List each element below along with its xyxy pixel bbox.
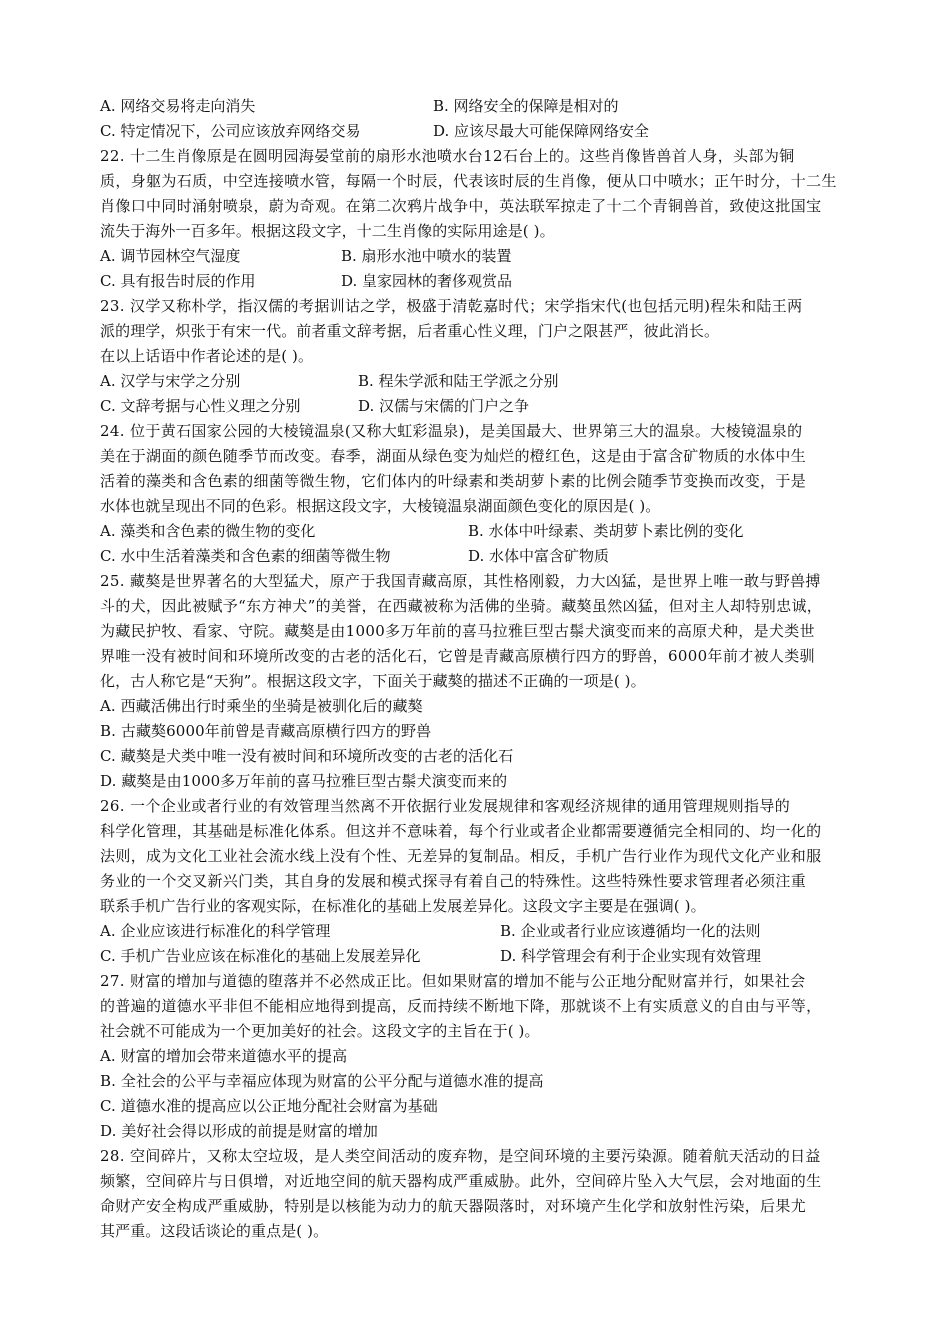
q27-stem-line: 的普遍的道德水平非但不能相应地得到提高，反而持续不断地下降，那就谈不上有实质意义的自由与平等， bbox=[100, 997, 822, 1015]
q24-option-b[interactable]: B. 水体中叶绿素、类胡萝卜素比例的变化 bbox=[468, 522, 744, 540]
q22-stem-line: 22. 十二生肖像原是在圆明园海晏堂前的扇形水池喷水台12石台上的。这些肖像皆兽首人身，头部为铜 bbox=[100, 147, 795, 165]
q23-options-row-2 bbox=[100, 396, 860, 416]
q27-stem-line: 社会就不可能成为一个更加美好的社会。这段文字的主旨在于( )。 bbox=[100, 1022, 540, 1040]
q26-option-d[interactable]: D. 科学管理会有利于企业实现有效管理 bbox=[500, 947, 762, 965]
q24-stem-line: 水体也就呈现出不同的色彩。根据这段文字，大棱镜温泉湖面颜色变化的原因是( )。 bbox=[100, 497, 661, 515]
q23-stem-line: 派的理学，炽张于有宋一代。前者重文辞考据，后者重心性义理，门户之限甚严，彼此消长。 bbox=[100, 322, 720, 340]
q21-option-b[interactable]: B. 网络安全的保障是相对的 bbox=[433, 97, 619, 115]
q24-option-d[interactable]: D. 水体中富含矿物质 bbox=[468, 547, 610, 565]
q25-stem-line: 化，古人称它是“天狗”。根据这段文字，下面关于藏獒的描述不正确的一项是( )。 bbox=[100, 672, 646, 690]
q25-option-a[interactable]: A. 西藏活佛出行时乘坐的坐骑是被驯化后的藏獒 bbox=[100, 697, 423, 715]
q22-option-d[interactable]: D. 皇家园林的奢侈观赏品 bbox=[341, 272, 513, 290]
q26-option-a[interactable]: A. 企业应该进行标准化的科学管理 bbox=[100, 922, 331, 940]
q28-stem-line: 其严重。这段话谈论的重点是( )。 bbox=[100, 1222, 329, 1240]
q27-option-a[interactable]: A. 财富的增加会带来道德水平的提高 bbox=[100, 1047, 348, 1065]
q24-options-row-2 bbox=[100, 546, 860, 566]
q27-option-c[interactable]: C. 道德水准的提高应以公正地分配社会财富为基础 bbox=[100, 1097, 438, 1115]
q23-stem-line: 23. 汉学又称朴学，指汉儒的考据训诂之学，极盛于清乾嘉时代；宋学指宋代(也包括元明)程朱和陆王两 bbox=[100, 297, 803, 315]
q24-stem-line: 美在于湖面的颜色随季节而改变。春季，湖面从绿色变为灿烂的橙红色，这是由于富含矿物质的水体中生 bbox=[100, 447, 807, 465]
q26-option-c[interactable]: C. 手机广告业应该在标准化的基础上发展差异化 bbox=[100, 947, 421, 965]
q28-stem-line: 28. 空间碎片，又称太空垃圾，是人类空间活动的废弃物，是空间环境的主要污染源。随着航天活动的日益 bbox=[100, 1147, 821, 1165]
q27-option-b[interactable]: B. 全社会的公平与幸福应体现为财富的公平分配与道德水准的提高 bbox=[100, 1072, 544, 1090]
q26-stem-line: 26. 一个企业或者行业的有效管理当然离不开依据行业发展规律和客观经济规律的通用管理规则指导的 bbox=[100, 797, 791, 815]
q26-stem-line: 务业的一个交叉新兴门类，其自身的发展和模式探寻有着自己的特殊性。这些特殊性要求管理者必须注重 bbox=[100, 872, 807, 890]
q25-option-b[interactable]: B. 古藏獒6000年前曾是青藏高原横行四方的野兽 bbox=[100, 722, 432, 740]
q25-stem-line: 为藏民护牧、看家、守院。藏獒是由1000多万年前的喜马拉雅巨型古鬃犬演变而来的高原犬种，是犬类世 bbox=[100, 622, 815, 640]
q22-stem-line: 流失于海外一百多年。根据这段文字，十二生肖像的实际用途是( )。 bbox=[100, 222, 555, 240]
q26-options-row-1 bbox=[100, 921, 860, 941]
q21-options-row-1 bbox=[100, 96, 860, 116]
q21-option-a[interactable]: A. 网络交易将走向消失 bbox=[100, 97, 256, 115]
q26-stem-line: 法则，成为文化工业社会流水线上没有个性、无差异的复制品。相反，手机广告行业作为现代文化产业和服 bbox=[100, 847, 822, 865]
q26-stem-line: 联系手机广告行业的客观实际，在标准化的基础上发展差异化。这段文字主要是在强调( )。 bbox=[100, 897, 706, 915]
q28-stem-line: 频繁，空间碎片与日俱增，对近地空间的航天器构成严重威胁。此外，空间碎片坠入大气层，会对地面的生 bbox=[100, 1172, 822, 1190]
q24-option-c[interactable]: C. 水中生活着藻类和含色素的细菌等微生物 bbox=[100, 547, 391, 565]
q23-option-a[interactable]: A. 汉学与宋学之分别 bbox=[100, 372, 241, 390]
q28-stem-line: 命财产安全构成严重威胁，特别是以核能为动力的航天器陨落时，对环境产生化学和放射性污染，后果尤 bbox=[100, 1197, 807, 1215]
q26-option-b[interactable]: B. 企业或者行业应该遵循均一化的法则 bbox=[500, 922, 761, 940]
q27-stem-line: 27. 财富的增加与道德的堕落并不必然成正比。但如果财富的增加不能与公正地分配财富并行，如果社会 bbox=[100, 972, 806, 990]
q23-options-row-1 bbox=[100, 371, 860, 391]
q24-stem-line: 24. 位于黄石国家公园的大棱镜温泉(又称大虹彩温泉)，是美国最大、世界第三大的温泉。大棱镜温泉的 bbox=[100, 422, 803, 440]
q22-options-row-1 bbox=[100, 246, 860, 266]
q24-options-row-1 bbox=[100, 521, 860, 541]
q25-option-d[interactable]: D. 藏獒是由1000多万年前的喜马拉雅巨型古鬃犬演变而来的 bbox=[100, 772, 508, 790]
q21-options-row-2 bbox=[100, 121, 860, 141]
q24-option-a[interactable]: A. 藻类和含色素的微生物的变化 bbox=[100, 522, 316, 540]
q23-option-b[interactable]: B. 程朱学派和陆王学派之分别 bbox=[358, 372, 559, 390]
q22-option-c[interactable]: C. 具有报告时辰的作用 bbox=[100, 272, 256, 290]
q24-stem-line: 活着的藻类和含色素的细菌等微生物，它们体内的叶绿素和类胡萝卜素的比例会随季节变换而改变，于是 bbox=[100, 472, 807, 490]
q25-stem-line: 25. 藏獒是世界著名的大型猛犬，原产于我国青藏高原，其性格刚毅，力大凶猛，是世界上唯一敢与野兽搏 bbox=[100, 572, 821, 590]
q22-stem-line: 质，身躯为石质，中空连接喷水管，每隔一个时辰，代表该时辰的生肖像，便从口中喷水；正午时分，十二生 bbox=[100, 172, 837, 190]
q23-stem-line: 在以上话语中作者论述的是( )。 bbox=[100, 347, 314, 365]
q26-stem-line: 科学化管理，其基础是标准化体系。但这并不意味着，每个行业或者企业都需要遵循完全相同的、均一化的 bbox=[100, 822, 822, 840]
q23-option-d[interactable]: D. 汉儒与宋儒的门户之争 bbox=[358, 397, 530, 415]
q22-option-a[interactable]: A. 调节园林空气湿度 bbox=[100, 247, 241, 265]
q23-option-c[interactable]: C. 文辞考据与心性义理之分别 bbox=[100, 397, 301, 415]
q25-option-c[interactable]: C. 藏獒是犬类中唯一没有被时间和环境所改变的古老的活化石 bbox=[100, 747, 514, 765]
q25-stem-line: 斗的犬，因此被赋予“东方神犬”的美誉，在西藏被称为活佛的坐骑。藏獒虽然凶猛，但对主人却特别忠诚， bbox=[100, 597, 823, 615]
q22-stem-line: 肖像口中同时涌射喷泉，蔚为奇观。在第二次鸦片战争中，英法联军掠走了十二个青铜兽首，致使这批国宝 bbox=[100, 197, 822, 215]
q22-option-b[interactable]: B. 扇形水池中喷水的装置 bbox=[341, 247, 512, 265]
q21-option-c[interactable]: C. 特定情况下，公司应该放弃网络交易 bbox=[100, 122, 361, 140]
q21-option-d[interactable]: D. 应该尽最大可能保障网络安全 bbox=[433, 122, 650, 140]
q22-options-row-2 bbox=[100, 271, 860, 291]
q25-stem-line: 界唯一没有被时间和环境所改变的古老的活化石，它曾是青藏高原横行四方的野兽，6000年前才被人类驯 bbox=[100, 647, 815, 665]
q27-option-d[interactable]: D. 美好社会得以形成的前提是财富的增加 bbox=[100, 1122, 379, 1140]
q26-options-row-2 bbox=[100, 946, 860, 966]
